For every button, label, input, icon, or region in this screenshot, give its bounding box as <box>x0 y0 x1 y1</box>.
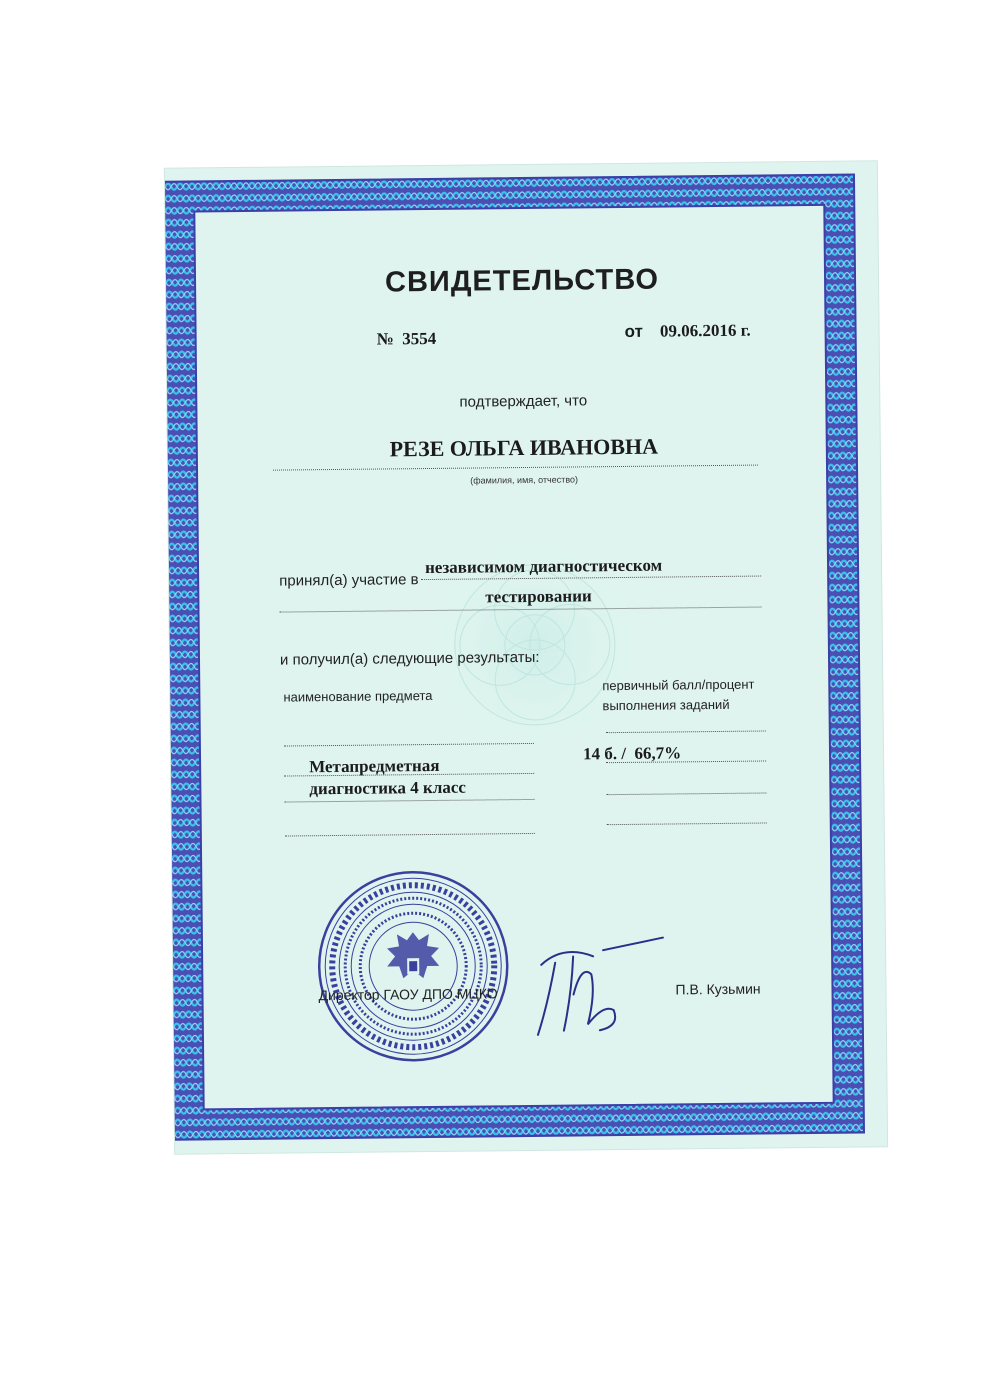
certificate-date-row <box>624 321 750 342</box>
score-header-line-2: выполнения заданий <box>602 696 730 714</box>
director-name: П.В. Кузьмин <box>675 980 761 998</box>
confirms-text: подтверждает, что <box>459 392 588 411</box>
event-line-2: тестировании <box>485 586 592 607</box>
certificate-number: 3554 <box>402 328 437 349</box>
participation-label: принял(а) участие в <box>279 571 419 590</box>
results-intro: и получил(а) следующие результаты: <box>279 648 540 669</box>
date-label: от <box>624 321 643 341</box>
director-label: Директор ГАОУ ДПО МЦКО <box>318 985 498 1004</box>
director-signature <box>533 933 674 1044</box>
certificate-sheet <box>165 161 887 1153</box>
certificate-number-row <box>377 329 437 350</box>
event-line-1: независимом диагностическом <box>424 555 663 578</box>
official-seal <box>312 865 514 1067</box>
certificate-date: 09.06.2016 г. <box>659 320 751 341</box>
score-column-header <box>602 675 755 717</box>
certificate-title: СВИДЕТЕЛЬСТВО <box>384 263 660 299</box>
subject-line-2: диагностика 4 класс <box>309 777 467 799</box>
full-name: РЕЗЕ ОЛЬГА ИВАНОВНА <box>389 433 659 462</box>
subject-column-header: наименование предмета <box>283 687 433 705</box>
score-value: 14 б. / 66,7% <box>582 743 682 764</box>
score-header-line-1: первичный балл/процент <box>602 676 755 694</box>
number-label: № <box>376 329 394 349</box>
subject-line-1: Метапредметная <box>309 755 440 777</box>
name-caption: (фамилия, имя, отчество) <box>470 474 579 486</box>
